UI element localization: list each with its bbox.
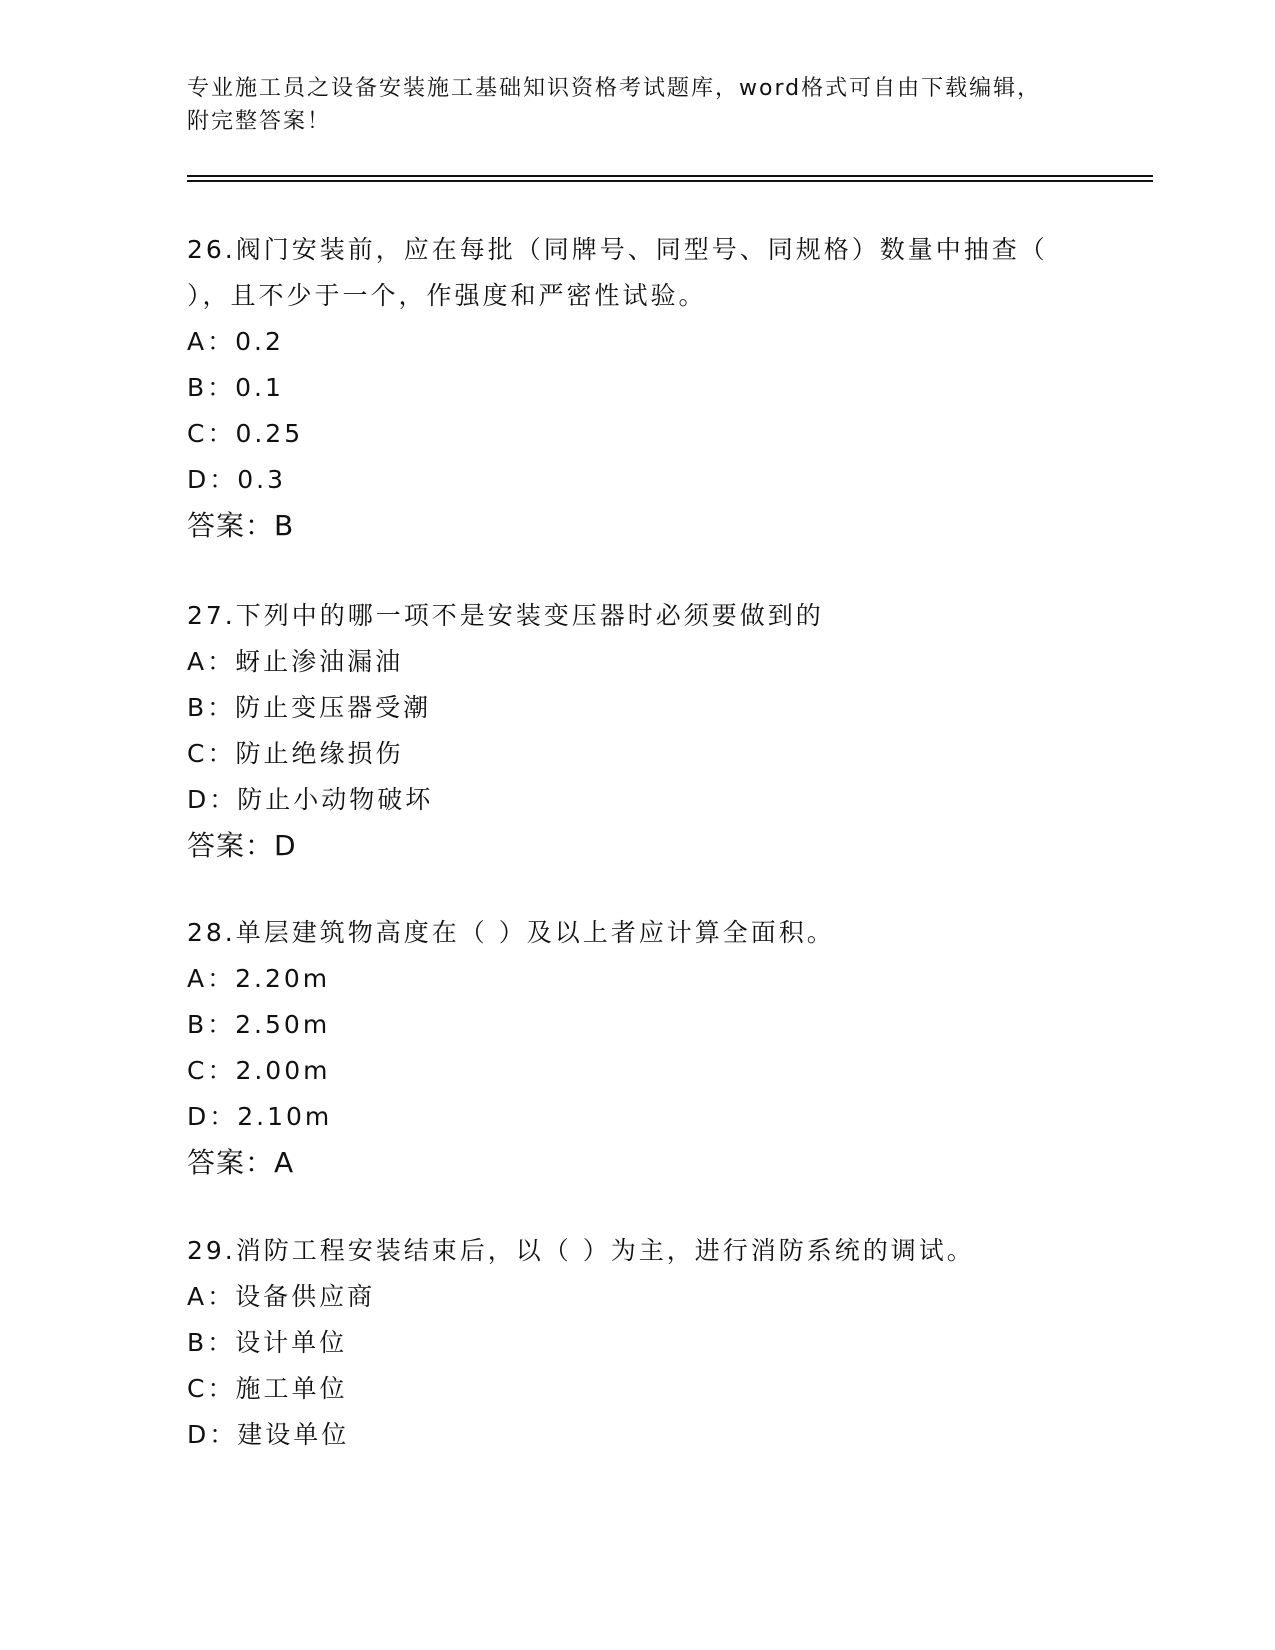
- question-29: [187, 1228, 1087, 1458]
- question-text: [187, 1228, 1087, 1274]
- question-26: [187, 227, 1087, 549]
- option-a: A：设备供应商: [187, 1282, 376, 1311]
- header-title-line2: 附完整答案！: [187, 109, 332, 134]
- header-divider-top: [187, 175, 1153, 177]
- option-a: A：2.20m: [187, 964, 331, 993]
- option-b: B：0.1: [187, 373, 284, 402]
- option-d: D：2.10m: [187, 1102, 333, 1131]
- answer: 答案：A: [187, 1146, 295, 1179]
- option-b: B：2.50m: [187, 1010, 331, 1039]
- question-text-line1: 下列中的哪一项不是安装变压器时必须要做到的: [235, 601, 824, 630]
- header-title-line1: 专业施工员之设备安装施工基础知识资格考试题库，word格式可自由下载编辑，: [187, 76, 1042, 101]
- question-number: 26.: [187, 235, 236, 264]
- option-b: B：设计单位: [187, 1328, 348, 1357]
- option-c: C：施工单位: [187, 1374, 348, 1403]
- question-text-line1: 单层建筑物高度在（ ）及以上者应计算全面积。: [235, 918, 835, 947]
- option-d: D：0.3: [187, 465, 287, 494]
- question-text: [187, 593, 1087, 639]
- document-header: [187, 72, 1087, 138]
- question-text-line1: 消防工程安装结束后，以（ ）为主，进行消防系统的调试。: [235, 1236, 975, 1265]
- option-d: D：建设单位: [187, 1420, 350, 1449]
- question-text-line1: 阀门安装前，应在每批（同牌号、同型号、同规格）数量中抽查（: [235, 235, 1048, 264]
- answer: 答案：B: [187, 509, 295, 542]
- question-number: 28.: [187, 918, 236, 947]
- answer: 答案：D: [187, 829, 297, 862]
- question-text-line2: ），且不少于一个，作强度和严密性试验。: [187, 281, 707, 310]
- option-a: A：蚜止渗油漏油: [187, 647, 404, 676]
- question-text: [187, 910, 1087, 956]
- option-c: C：防止绝缘损伤: [187, 739, 404, 768]
- question-text: [187, 227, 1087, 273]
- question-28: [187, 910, 1087, 1186]
- question-27: [187, 593, 1087, 869]
- question-number: 29.: [187, 1236, 236, 1265]
- question-number: 27.: [187, 601, 236, 630]
- option-c: C：0.25: [187, 419, 304, 448]
- option-a: A：0.2: [187, 327, 284, 356]
- option-c: C：2.00m: [187, 1056, 331, 1085]
- option-b: B：防止变压器受潮: [187, 693, 432, 722]
- header-divider-bottom: [187, 180, 1153, 182]
- option-d: D：防止小动物破坏: [187, 785, 434, 814]
